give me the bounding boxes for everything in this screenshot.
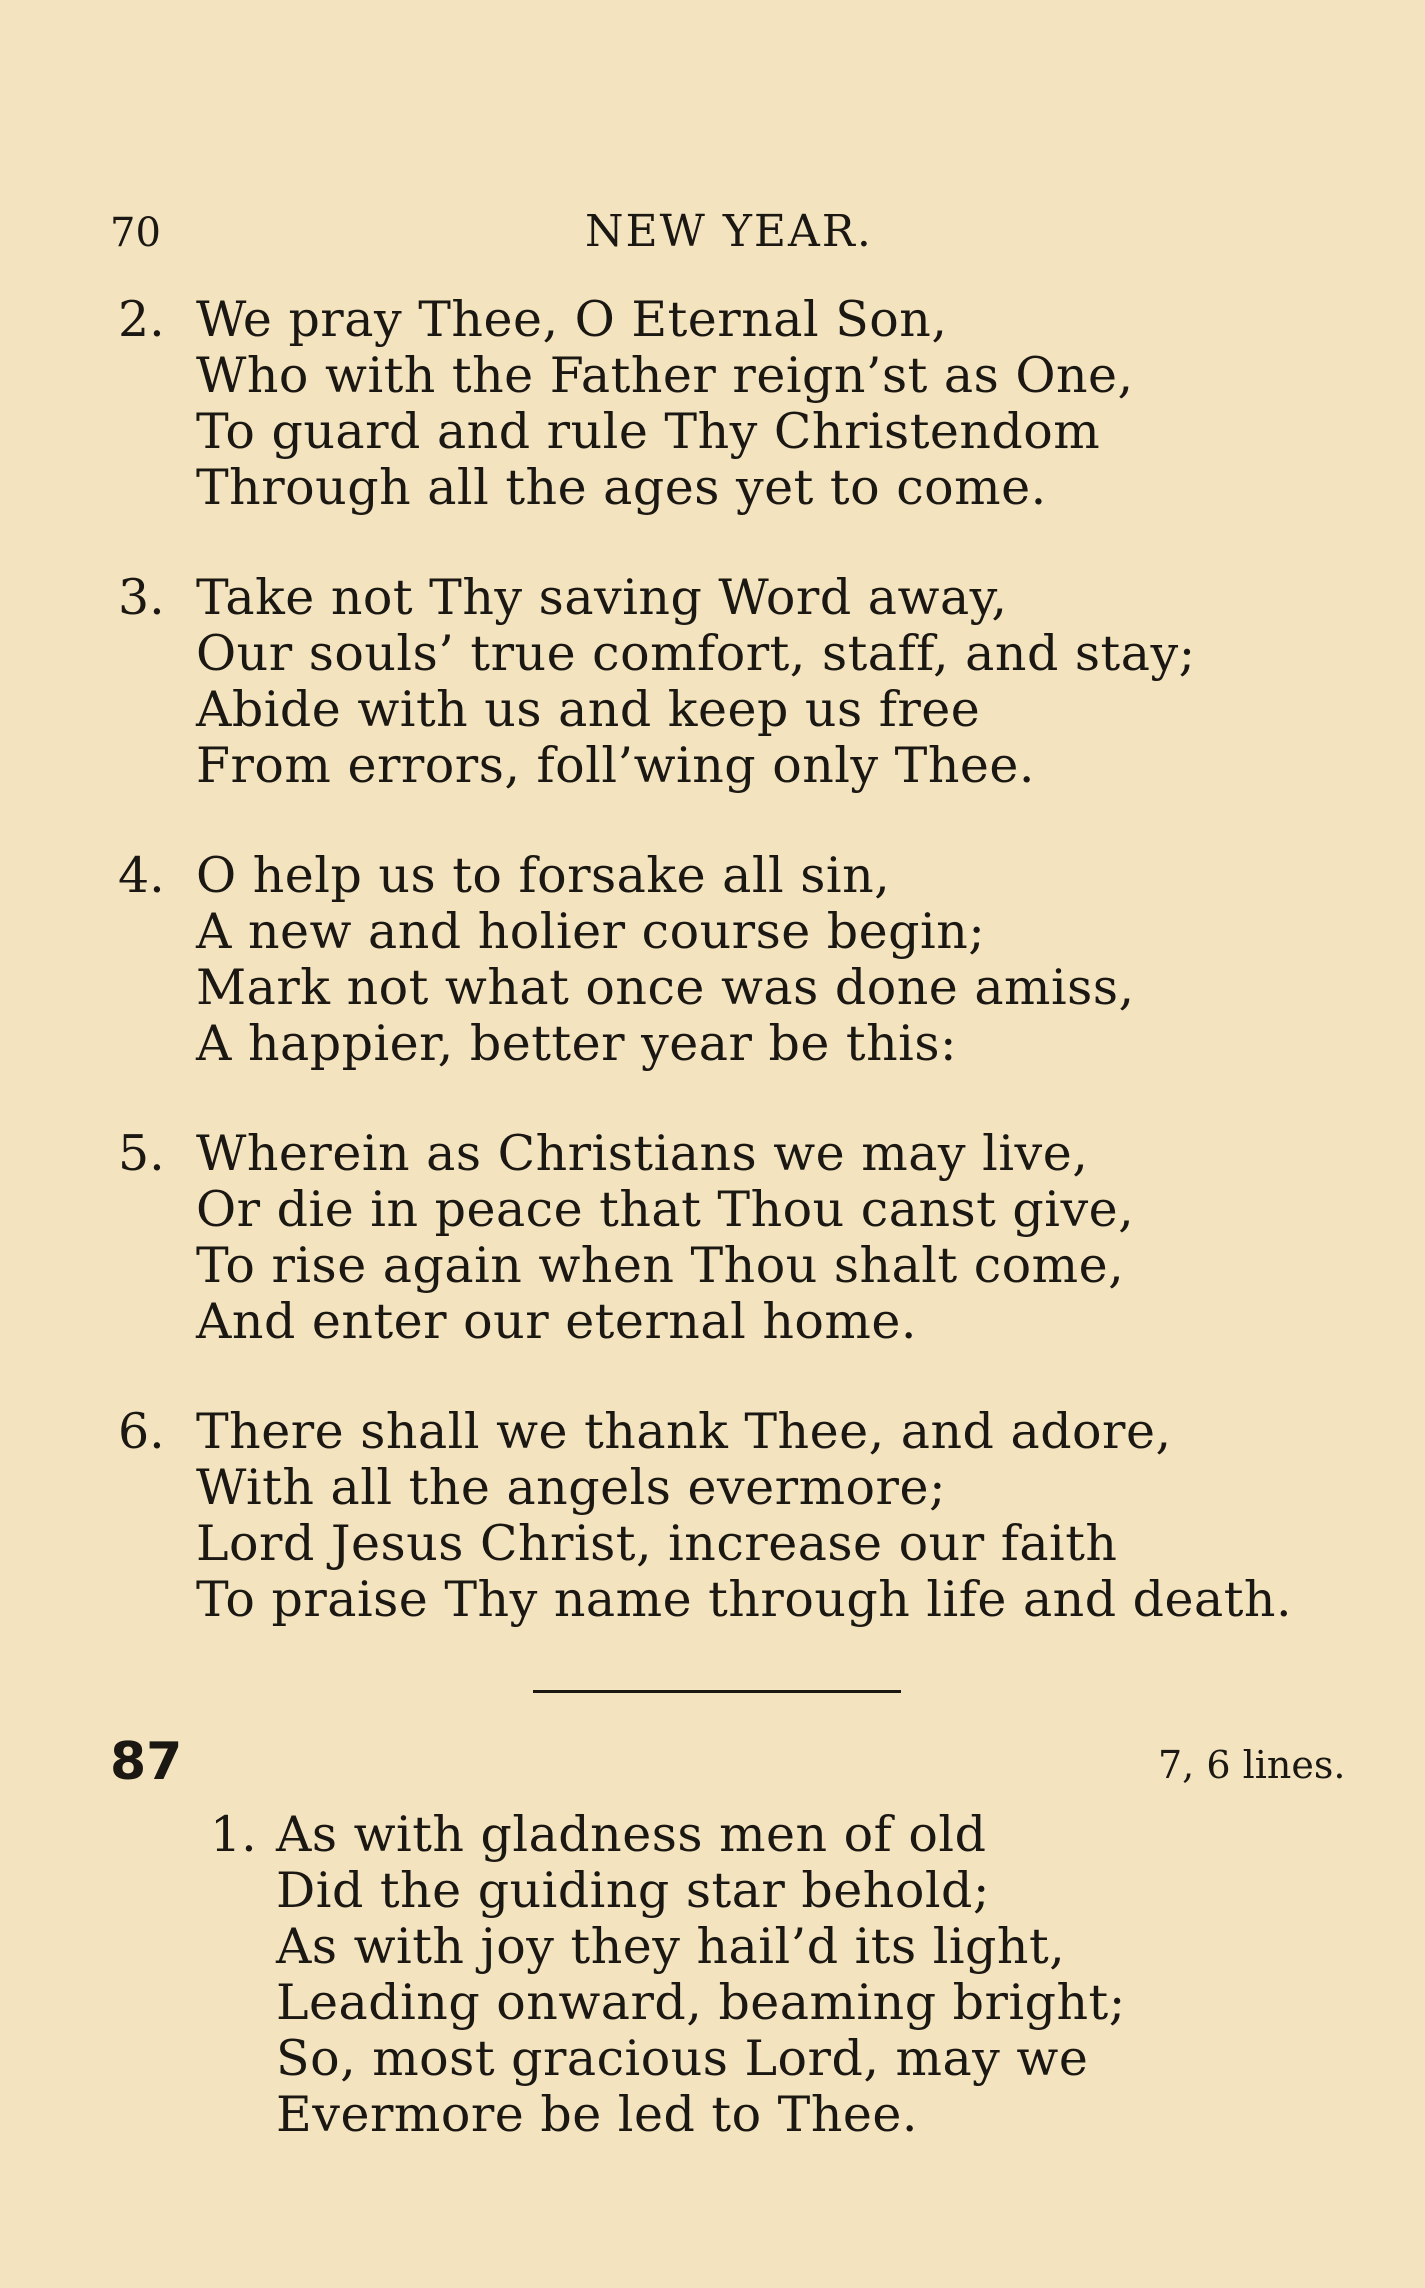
hymn-divider xyxy=(533,1690,901,1693)
verse-line: Wherein as Christians we may live, xyxy=(196,1125,1089,1182)
verse-line: To guard and rule Thy Christendom xyxy=(196,403,1101,460)
verse-line: As with gladness men of old xyxy=(276,1806,987,1863)
stanza-number: 6. xyxy=(118,1403,165,1460)
verse-line: To rise again when Thou shalt come, xyxy=(196,1237,1125,1294)
verse-line: Through all the ages yet to come. xyxy=(196,459,1047,516)
verse-line: From errors, foll’wing only Thee. xyxy=(196,737,1035,794)
verse-line: Did the guiding star behold; xyxy=(276,1862,990,1919)
hymn-number: 87 xyxy=(110,1732,183,1792)
page-number: 70 xyxy=(110,210,161,256)
stanza-lines xyxy=(196,1404,1292,1628)
stanza-lines xyxy=(276,1807,1126,2143)
verse-line: We pray Thee, O Eternal Son, xyxy=(196,291,948,348)
verse-line: Lord Jesus Christ, increase our faith xyxy=(196,1515,1118,1572)
stanza-lines xyxy=(196,848,1135,1072)
verse-line: To praise Thy name through life and death. xyxy=(196,1571,1293,1628)
verse-line: A happier, better year be this: xyxy=(196,1015,957,1072)
stanza-number: 2. xyxy=(118,291,165,348)
hymn-meter: 7, 6 lines. xyxy=(1158,1743,1346,1787)
verse-line: A new and holier course begin; xyxy=(196,903,986,960)
section-title: NEW YEAR. xyxy=(585,206,873,257)
verse-line: Evermore be led to Thee. xyxy=(276,2086,918,2143)
verse-line: Who with the Father reign’st as One, xyxy=(196,347,1134,404)
stanza-number: 1. xyxy=(210,1806,257,1863)
stanza-number: 4. xyxy=(118,847,165,904)
verse-line: Take not Thy saving Word away, xyxy=(196,569,1008,626)
verse-line: And enter our eternal home. xyxy=(196,1293,917,1350)
running-head xyxy=(0,200,1425,270)
stanza-number: 5. xyxy=(118,1125,165,1182)
verse-line: O help us to forsake all sin, xyxy=(196,847,891,904)
verse-line: Mark not what once was done amiss, xyxy=(196,959,1135,1016)
stanza-number: 3. xyxy=(118,569,165,626)
stanza-lines xyxy=(196,1126,1134,1350)
stanza-lines xyxy=(196,570,1196,794)
verse-line: Leading onward, beaming bright; xyxy=(276,1974,1126,2031)
verse-line: Our souls’ true comfort, staff, and stay; xyxy=(196,625,1196,682)
verse-line: So, most gracious Lord, may we xyxy=(276,2030,1089,2087)
verse-line: Or die in peace that Thou canst give, xyxy=(196,1181,1135,1238)
verse-line: There shall we thank Thee, and adore, xyxy=(196,1403,1172,1460)
stanza-lines xyxy=(196,292,1134,516)
verse-line: With all the angels evermore; xyxy=(196,1459,946,1516)
verse-line: Abide with us and keep us free xyxy=(196,681,981,738)
verse-line: As with joy they hail’d its light, xyxy=(276,1918,1066,1975)
